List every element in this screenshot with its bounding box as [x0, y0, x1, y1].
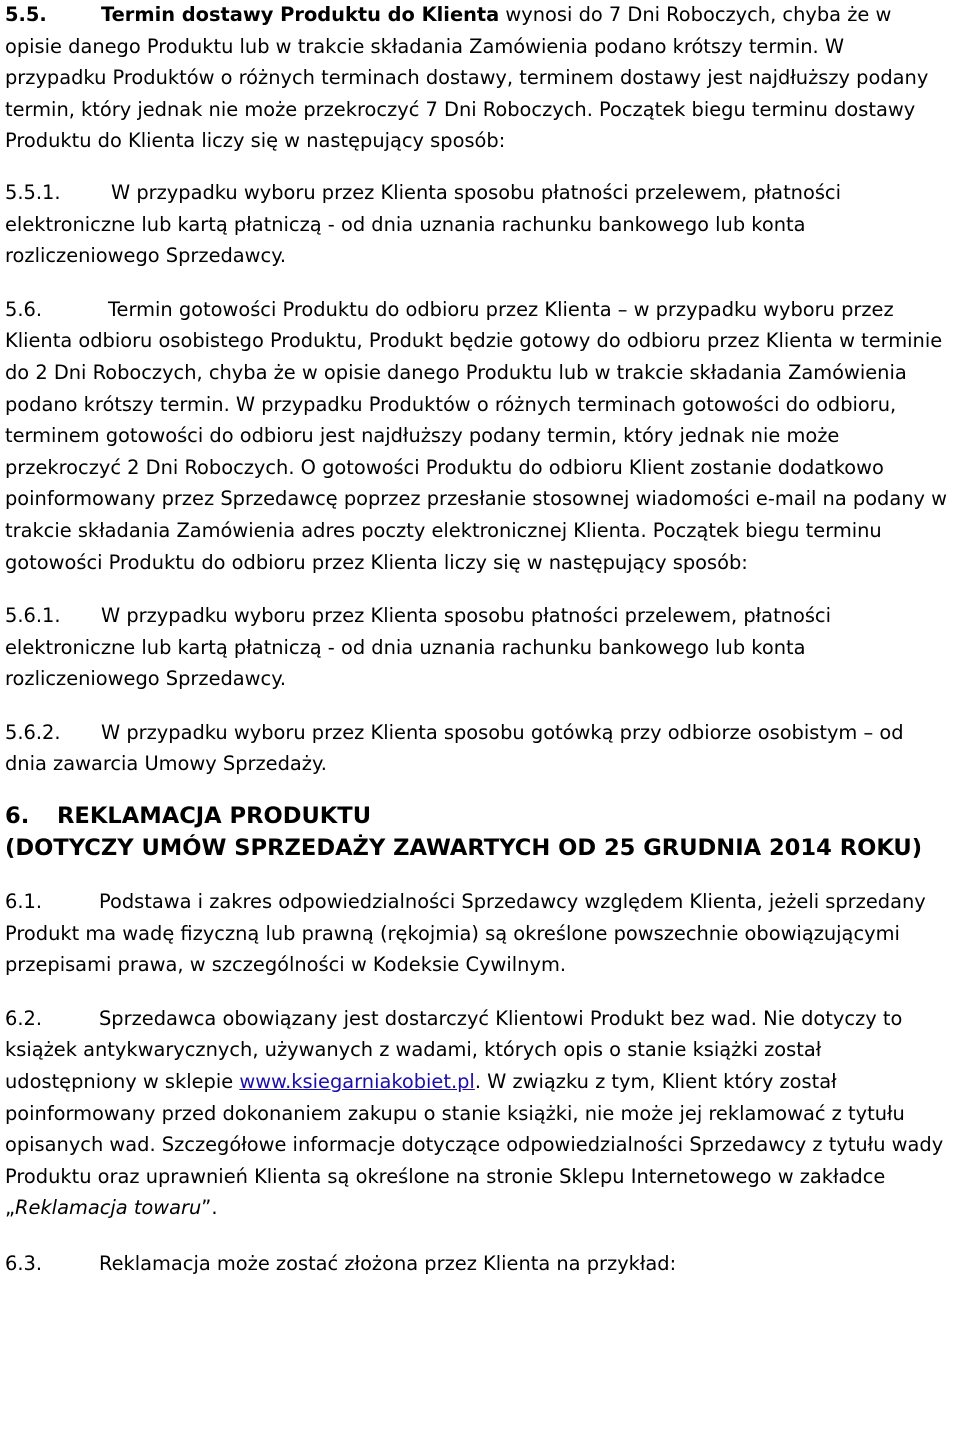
paragraph-5-6 — [5, 294, 950, 578]
paragraph-5-5-1 — [5, 177, 950, 272]
paragraph-5-6-1 — [5, 600, 950, 695]
paragraph-6-2 — [5, 1003, 950, 1224]
section-text: W przypadku wyboru przez Klienta sposobu gotówką przy odbiorze osobistym – od dnia zawarcia Umowy Sprzedaży. — [5, 720, 904, 776]
section-text: Reklamacja może zostać złożona przez Klienta na przykład: — [99, 1252, 677, 1275]
section-text-continued: . W związku z tym, Klient który został poinformowany przed dokonaniem zakupu o stanie książki, nie może jej reklamować z tytułu opisanych wad. Szczegółowe informacje dotyczące odpowiedzialności Sprzedawcy z tytułu wady Produktu oraz uprawnień Klienta są określone na stronie Sklepu Internetowego w zakładce „ — [5, 1070, 944, 1220]
document-page — [5, 0, 950, 1280]
section-number: 6.3. — [5, 1252, 43, 1275]
paragraph-6-3 — [5, 1248, 950, 1280]
section-number: 5.5. — [5, 3, 47, 26]
heading-line-1 — [5, 800, 950, 832]
section-text: Podstawa i zakres odpowiedzialności Sprzedawcy względem Klienta, jeżeli sprzedany Produkt ma wadę fizyczną lub prawną (rękojmia) są określone powszechnie obowiązującymi przepisami prawa, w szczególności w Kodeksie Cywilnym. — [5, 890, 926, 977]
section-number: 5.6.2. — [5, 720, 61, 744]
paragraph-5-6-2 — [5, 717, 950, 780]
section-number: 6.2. — [5, 1006, 43, 1030]
section-number: 5.5.1. — [5, 180, 61, 204]
section-text: W przypadku wyboru przez Klienta sposobu płatności przelewem, płatności elektroniczne lub kartą płatniczą - od dnia uznania rachunku bankowego lub konta rozliczeniowego Sprzedawcy. — [5, 180, 841, 268]
paragraph-6-1 — [5, 886, 950, 981]
section-number: 5.6. — [5, 297, 43, 321]
heading-title: REKLAMACJA PRODUKTU — [57, 803, 372, 830]
section-text: Termin gotowości Produktu do odbioru przez Klienta – w przypadku wyboru przez Klienta odbioru osobistego Produktu, Produkt będzie gotowy do odbioru przez Klienta w terminie do 2 Dni Roboczych, chyba że w opisie danego Produktu lub w trakcie składania Zamówienia podano krótszy termin. W przypadku Produktów o różnych terminach gotowości do odbioru, terminem gotowości do odbioru jest najdłuższy podany termin, który jednak nie może przekroczyć 2 Dni Roboczych. O gotowości Produktu do odbioru Klient zostanie dodatkowo poinformowany przez Sprzedawcę poprzez przesłanie stosownej wiadomości e-mail na podany w trakcie składania Zamówienia adres poczty elektronicznej Klienta. Początek biegu terminu gotowości Produktu do odbioru przez Klienta liczy się w następujący sposób: — [5, 297, 948, 574]
shop-link[interactable]: www.ksiegarniakobiet.pl — [239, 1070, 475, 1094]
section-text-end: ”. — [201, 1196, 218, 1220]
paragraph-5-5 — [5, 0, 950, 157]
section-text: wynosi do 7 Dni Roboczych, chyba że w opisie danego Produktu lub w trakcie składania Zamówienia podano krótszy termin. W przypadku Produktów o różnych terminach dostawy, terminem dostawy jest najdłuższy podany termin, który jednak nie może przekroczyć 7 Dni Roboczych. Początek biegu terminu dostawy Produktu do Klienta liczy się w następujący sposób: — [5, 3, 929, 153]
section-number: 6.1. — [5, 890, 43, 914]
heading-number: 6. — [5, 803, 30, 830]
section-bold-title: Termin dostawy Produktu do Klienta — [101, 3, 500, 26]
section-number: 5.6.1. — [5, 604, 61, 628]
heading-line-2: (DOTYCZY UMÓW SPRZEDAŻY ZAWARTYCH OD 25 GRUDNIA 2014 ROKU) — [5, 835, 923, 862]
section-text: Sprzedawca obowiązany jest dostarczyć Klientowi Produkt bez wad. Nie dotyczy to książek antykwarycznych, używanych z wadami, których opis o stanie książki został udostępniony w sklepie — [5, 1006, 903, 1094]
section-text: W przypadku wyboru przez Klienta sposobu płatności przelewem, płatności elektroniczne lub kartą płatniczą - od dnia uznania rachunku bankowego lub konta rozliczeniowego Sprzedawcy. — [5, 604, 831, 691]
section-heading-6 — [5, 800, 950, 864]
tab-name-italic: Reklamacja towaru — [15, 1196, 202, 1220]
